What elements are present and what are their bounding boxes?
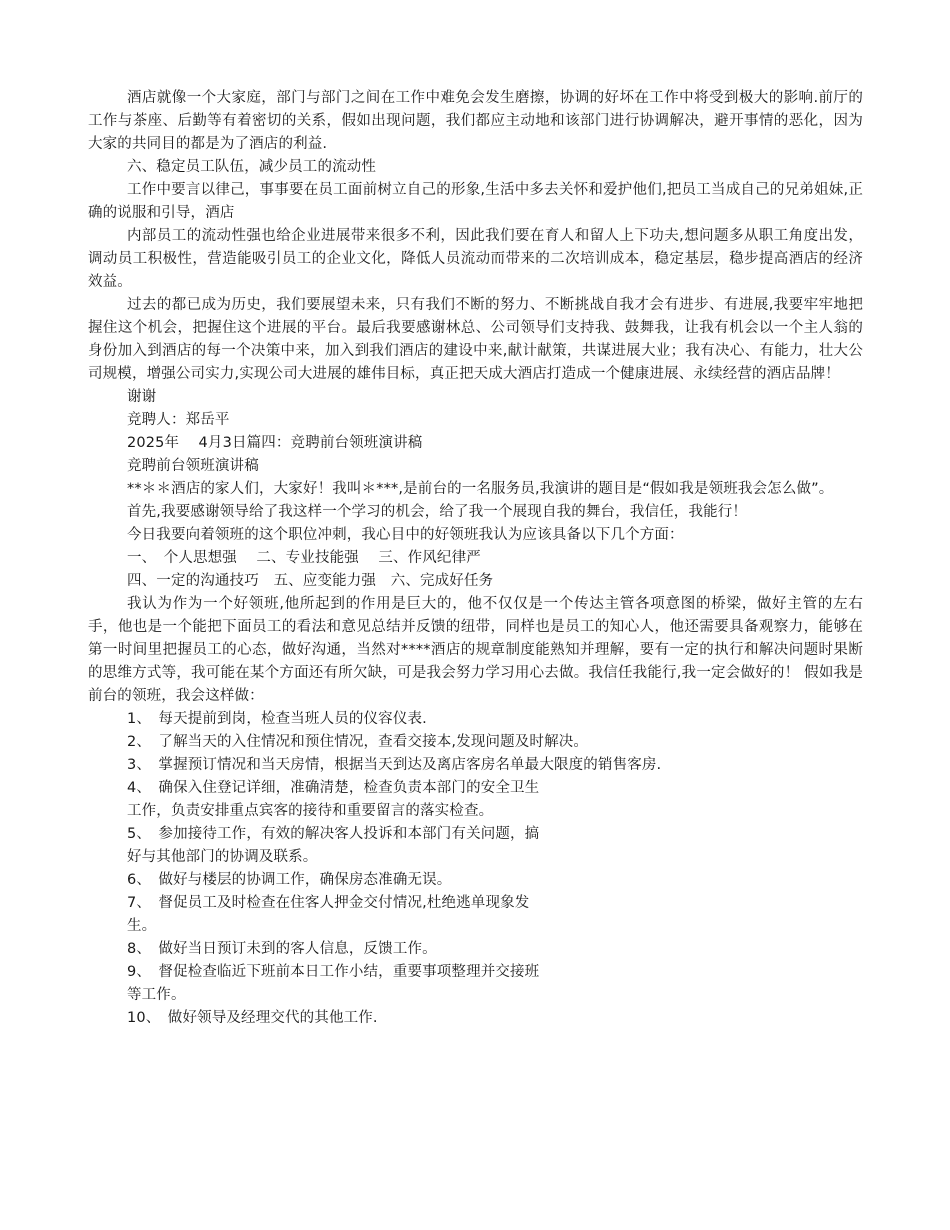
list-item-5-continued: 好与其他部门的协调及联系。 xyxy=(127,849,318,865)
list-item-5: 5、 参加接待工作，有效的解决客人投诉和本部门有关问题，搞 xyxy=(127,826,540,842)
list-item-3: 3、 掌握预订情况和当天房情，根据当天到达及离店客房名单最大限度的销售客房. xyxy=(127,757,662,773)
list-item-8: 8、 做好当日预订未到的客人信息，反馈工作。 xyxy=(127,941,437,957)
list-item-9-continued: 等工作。 xyxy=(127,987,186,1003)
list-item-9: 9、 督促检查临近下班前本日工作小结，重要事项整理并交接班 xyxy=(127,964,540,980)
paragraph-staff-turnover: 内部员工的流动性强也给企业进展带来很多不利，因此我们要在育人和留人上下功夫,想问题多从职工角度出发，调动员工积极性，营造能吸引员工的企业文化，降低人员流动而带来的二次培训成本，稳定基层，稳步提高酒店的经济效益。 xyxy=(88,228,863,290)
list-item-1: 1、 每天提前到岗，检查当班人员的仪容仪表. xyxy=(127,711,427,727)
document-page xyxy=(88,87,863,1030)
list-item-2: 2、 了解当天的入住情况和预住情况，查看交接本,发现问题及时解决。 xyxy=(127,734,589,750)
heading-stabilize-staff: 六、稳定员工队伍，减少员工的流动性 xyxy=(127,159,377,175)
paragraph-self-discipline: 工作中要言以律己，事事要在员工面前树立自己的形象,生活中多去关怀和爱护他们,把员工当成自己的兄弟姐妹,正确的说服和引导，酒店 xyxy=(88,182,863,221)
paragraph-greeting: **＊＊酒店的家人们，大家好！我叫＊***,是前台的一名服务员,我演讲的题目是“假如我是领班我会怎么做”。 xyxy=(127,481,834,497)
list-item-4: 4、 确保入住登记详细，准确清楚，检查负责本部门的安全卫生 xyxy=(127,780,540,796)
speech-title: 竞聘前台领班演讲稿 xyxy=(127,458,259,474)
paragraph-sprint: 今日我要向着领班的这个职位冲刺，我心目中的好领班我认为应该具备以下几个方面： xyxy=(127,527,684,543)
list-item-10: 10、 做好领导及经理交代的其他工作. xyxy=(127,1010,378,1026)
qualities-line-1: 一、 个人思想强 二、专业技能强 三、作风纪律严 xyxy=(127,550,481,566)
list-item-7: 7、 督促员工及时检查在住客人押金交付情况,杜绝逃单现象发 xyxy=(127,895,530,911)
list-item-7-continued: 生。 xyxy=(127,918,157,934)
candidate-line: 竞聘人：郑岳平 xyxy=(127,412,230,428)
thanks-line: 谢谢 xyxy=(127,389,157,405)
qualities-line-2: 四、一定的沟通技巧 五、应变能力强 六、完成好任务 xyxy=(127,573,494,589)
date-section-line: 2025年 4月3日篇四：竞聘前台领班演讲稿 xyxy=(127,435,423,451)
paragraph-future: 过去的都已成为历史，我们要展望未来，只有我们不断的努力、不断挑战自我才会有进步、有进展,我要牢牢地把握住这个机会，把握住这个进展的平台。最后我要感谢林总、公司领导们支持我、鼓舞我，让我有机会以一个主人翁的身份加入到酒店的每一个决策中来，加入到我们酒店的建设中来,献计献策，共谋进展大业；我有决心、有能力，壮大公司规模，增强公司实力,实现公司大进展的雄伟目标，真正把天成大酒店打造成一个健康进展、永续经营的酒店品牌！ xyxy=(88,297,863,382)
paragraph-role: 我认为作为一个好领班,他所起到的作用是巨大的，他不仅仅是一个传达主管各项意图的桥梁，做好主管的左右手，他也是一个能把下面员工的看法和意见总结并反馈的纽带，同样也是员工的知心人，他还需要具备观察力，能够在第一时间里把握员工的心态，做好沟通，当然对****酒店的规章制度能熟知并理解，要有一定的执行和解决问题时果断的思维方式等，我可能在某个方面还有所欠缺，可是我会努力学习用心去做。我信任我能行,我一定会做好的！ 假如我是前台的领班，我会这样做： xyxy=(88,596,863,704)
list-item-4-continued: 工作，负责安排重点宾客的接待和重要留言的落实检查。 xyxy=(127,803,494,819)
paragraph-hotel-family: 酒店就像一个大家庭，部门与部门之间在工作中难免会发生磨擦，协调的好坏在工作中将受到极大的影响.前厅的工作与茶座、后勤等有着密切的关系，假如出现问题，我们都应主动地和该部门进行协调解决，避开事情的恶化，因为大家的共同目的都是为了酒店的利益. xyxy=(88,90,863,152)
paragraph-thanks-leaders: 首先,我要感谢领导给了我这样一个学习的机会，给了我一个展现自我的舞台，我信任，我能行！ xyxy=(127,504,748,520)
list-item-6: 6、 做好与楼层的协调工作，确保房态准确无误。 xyxy=(127,872,452,888)
